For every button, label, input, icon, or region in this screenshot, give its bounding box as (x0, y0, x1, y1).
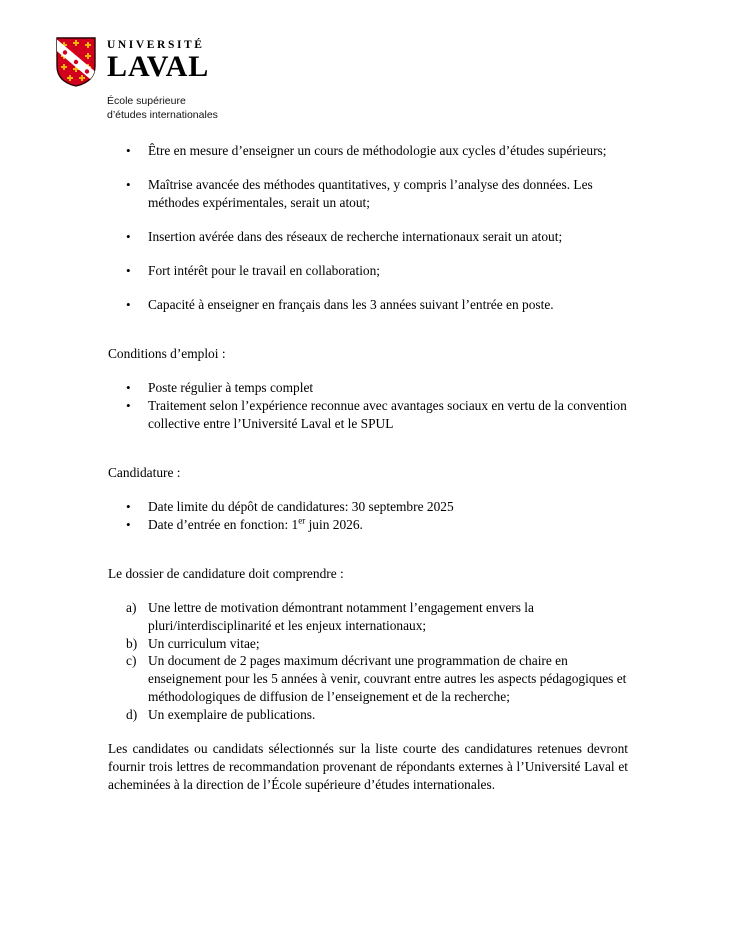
school-name (107, 95, 732, 122)
list-item-text: Poste régulier à temps complet (148, 379, 314, 395)
page-header (0, 0, 732, 122)
list-item-label: a) (126, 599, 137, 615)
bullet-icon: • (126, 143, 131, 159)
bullet-icon: • (126, 297, 131, 313)
list-item-text: Être en mesure d’enseigner un cours de méthodologie aux cycles d’études supérieurs; (148, 143, 607, 159)
brand-laval: LAVAL (107, 50, 210, 84)
list-item-text: Un exemplaire de publications. (148, 707, 316, 723)
bullet-icon: • (126, 263, 131, 279)
bullet-icon: • (126, 516, 131, 532)
laval-shield-icon (55, 36, 97, 88)
brand-wordmark (107, 36, 209, 82)
qualifications-list (108, 142, 628, 314)
list-item (108, 142, 628, 160)
school-name-line1: École supérieure (107, 95, 186, 107)
list-item (108, 379, 628, 397)
list-item-text: Un curriculum vitae; (148, 635, 260, 651)
document-body (0, 122, 732, 794)
list-item-text: Un document de 2 pages maximum décrivant une programmation de chaire en enseignement pour les 5 années à venir, couvrant entre autres les aspects pédagogiques et méthodologiques de diffusion de l’enseignement et de la recherche; (148, 653, 627, 705)
bullet-icon: • (126, 229, 131, 245)
list-item (108, 498, 628, 516)
bullet-icon: • (126, 379, 131, 395)
list-item (108, 176, 628, 212)
bullet-icon: • (126, 397, 131, 413)
candidature-list (108, 498, 628, 534)
bullet-icon: • (126, 498, 131, 514)
conditions-list (108, 379, 628, 433)
list-item (108, 397, 628, 433)
dossier-heading: Le dossier de candidature doit comprendre : (108, 565, 344, 581)
conditions-heading: Conditions d’emploi : (108, 346, 226, 361)
list-item-label: c) (126, 653, 137, 669)
laval-logo (55, 36, 732, 88)
list-item-text: Une lettre de motivation démontrant notamment l’engagement envers la pluri/interdisciplinarité et les enjeux internationaux; (148, 599, 534, 633)
list-item-text: Maîtrise avancée des méthodes quantitatives, y compris l’analyse des données. Les méthodes expérimentales, serait un atout; (148, 177, 593, 211)
list-item (108, 296, 628, 314)
list-item (108, 652, 628, 706)
list-item (108, 516, 628, 534)
brand-universite: UNIVERSITÉ (107, 39, 205, 51)
list-item-label: b) (126, 635, 138, 651)
list-item (108, 599, 628, 635)
list-item-label: d) (126, 707, 138, 723)
school-name-line2: d’études internationales (107, 108, 218, 121)
date-entree-prefix: Date d’entrée en fonction: 1 (148, 516, 299, 532)
list-item-text: Date limite du dépôt de candidatures: 30 septembre 2025 (148, 498, 454, 514)
dossier-list (108, 599, 628, 725)
list-item-text: Insertion avérée dans des réseaux de recherche internationaux serait un atout; (148, 229, 563, 245)
list-item-text (148, 516, 628, 534)
bullet-icon: • (126, 177, 131, 193)
closing-paragraph: Les candidates ou candidats sélectionnés sur la liste courte des candidatures retenues devront fournir trois lettres de recommandation provenant de répondants externes à l’Université Laval et acheminées à la direction de l’École supérieure d’études internationales. (108, 741, 628, 793)
list-item-text: Capacité à enseigner en français dans les 3 années suivant l’entrée en poste. (148, 297, 554, 313)
list-item-text: Fort intérêt pour le travail en collaboration; (148, 263, 381, 279)
list-item (108, 635, 628, 653)
list-item (108, 228, 628, 246)
list-item (108, 706, 628, 724)
ordinal-suffix: er (298, 515, 306, 526)
list-item (108, 262, 628, 280)
date-entree-suffix: juin 2026. (305, 516, 363, 532)
list-item-text: Traitement selon l’expérience reconnue avec avantages sociaux en vertu de la convention collective entre l’Université Laval et le SPUL (148, 397, 627, 431)
candidature-heading: Candidature : (108, 464, 181, 480)
